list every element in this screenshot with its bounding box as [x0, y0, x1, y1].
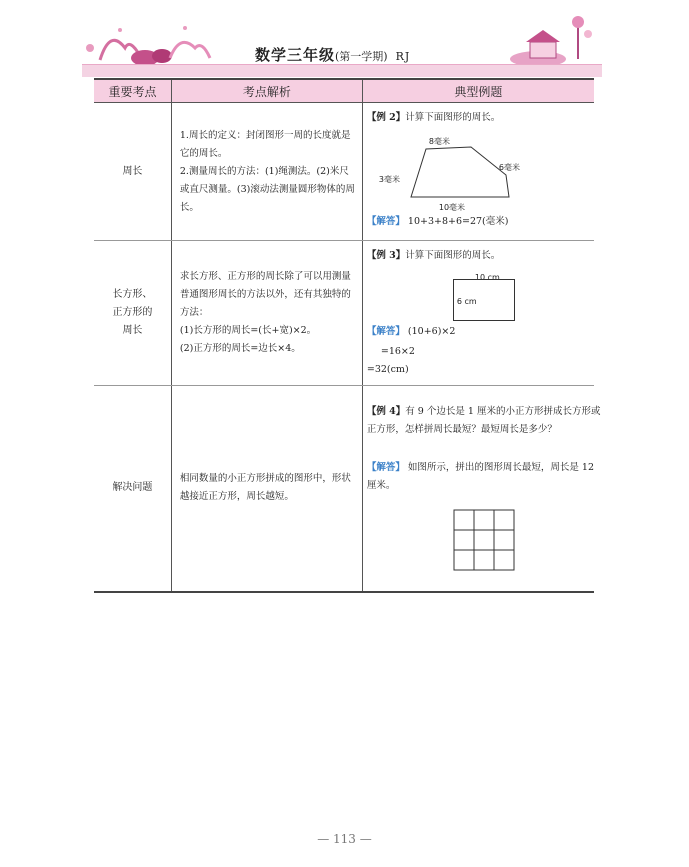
analysis-point: 相同数量的小正方形拼成的图形中，形状越接近正方形，周长越短。 — [179, 473, 351, 503]
analysis-point: 2.测量周长的方法：(1)绳测法。(2)米尺或直尺测量。(3)滚动法测量圆形物体的周长。 — [179, 165, 355, 213]
analysis-point: (1)长方形的周长=(长+宽)×2。 — [179, 325, 317, 336]
topic-line: 正方形的 — [112, 307, 153, 318]
flower-decoration-icon — [70, 18, 220, 68]
answer-step: =16×2 — [380, 345, 415, 357]
figure-label-left: 3毫米 — [378, 174, 400, 184]
answer-label: 【解答】 — [366, 325, 405, 337]
figure-label-bottom: 10毫米 — [438, 202, 466, 212]
example-cell — [362, 241, 594, 386]
edition-code: RJ — [395, 50, 411, 63]
answer-line — [367, 459, 605, 495]
figure-label-top: 10 cm — [474, 272, 500, 282]
example-cell — [362, 386, 601, 592]
example-question: 计算下面图形的周长。 — [405, 249, 501, 261]
table-header-row — [94, 79, 594, 103]
analysis-cell — [171, 103, 362, 241]
page-title — [255, 44, 410, 65]
column-header-analysis: 考点解析 — [171, 79, 362, 103]
trapezoid-shape — [411, 147, 509, 197]
answer-line — [367, 213, 509, 231]
table-row — [94, 386, 594, 592]
header-band — [82, 64, 602, 77]
analysis-point: 1.周长的定义：封闭图形一周的长度就是它的周长。 — [179, 129, 351, 159]
example-title — [367, 403, 605, 439]
topic-line: 周长 — [122, 325, 143, 336]
example-cell — [362, 103, 594, 241]
figure-label-left: 6 cm — [456, 296, 477, 306]
figure-label-right: 6毫米 — [498, 162, 520, 172]
figure-label-top: 8毫米 — [428, 136, 450, 146]
topic-cell — [94, 241, 171, 386]
analysis-point: (2)正方形的周长=边长×4。 — [179, 343, 301, 354]
answer-step: =32(cm) — [366, 363, 409, 375]
example-label: 【例 2】 — [366, 111, 406, 123]
three-by-three-grid-figure — [453, 509, 515, 571]
table-row — [94, 241, 594, 386]
analysis-cell — [171, 241, 362, 386]
answer-label: 【解答】 — [366, 215, 405, 227]
page-number: — 113 — — [317, 832, 372, 846]
book-subtitle: (第一学期) — [335, 50, 388, 63]
column-header-topic: 重要考点 — [94, 79, 171, 103]
house-decoration-icon — [508, 14, 608, 69]
answer-label: 【解答】 — [366, 462, 405, 474]
analysis-cell — [171, 386, 362, 592]
answer-line — [367, 323, 456, 341]
example-label: 【例 3】 — [366, 249, 406, 261]
table-row — [94, 103, 594, 241]
topic-cell: 解决问题 — [94, 386, 171, 592]
topic-line: 长方形、 — [112, 289, 153, 300]
answer-step: (10+6)×2 — [407, 325, 456, 337]
example-label: 【例 4】 — [366, 406, 406, 418]
page-header — [0, 0, 689, 80]
topic-cell: 周长 — [94, 103, 171, 241]
column-header-examples: 典型例题 — [362, 79, 594, 103]
knowledge-table — [94, 78, 601, 593]
example-title — [367, 109, 500, 127]
example-question: 有 9 个边长是 1 厘米的小正方形拼成长方形或正方形，怎样拼周长最短？最短周长是多少？ — [366, 406, 601, 436]
answer-text: 如图所示，拼出的图形周长最短，周长是 12 厘米。 — [366, 462, 595, 492]
answer-text: 10+3+8+6=27(毫米) — [407, 215, 509, 227]
analysis-point: 求长方形、正方形的周长除了可以用测量普通图形周长的方法以外，还有其独特的方法： — [179, 271, 351, 318]
example-title — [367, 247, 500, 265]
example-question: 计算下面图形的周长。 — [405, 111, 501, 123]
book-title: 数学三年级 — [255, 46, 336, 64]
